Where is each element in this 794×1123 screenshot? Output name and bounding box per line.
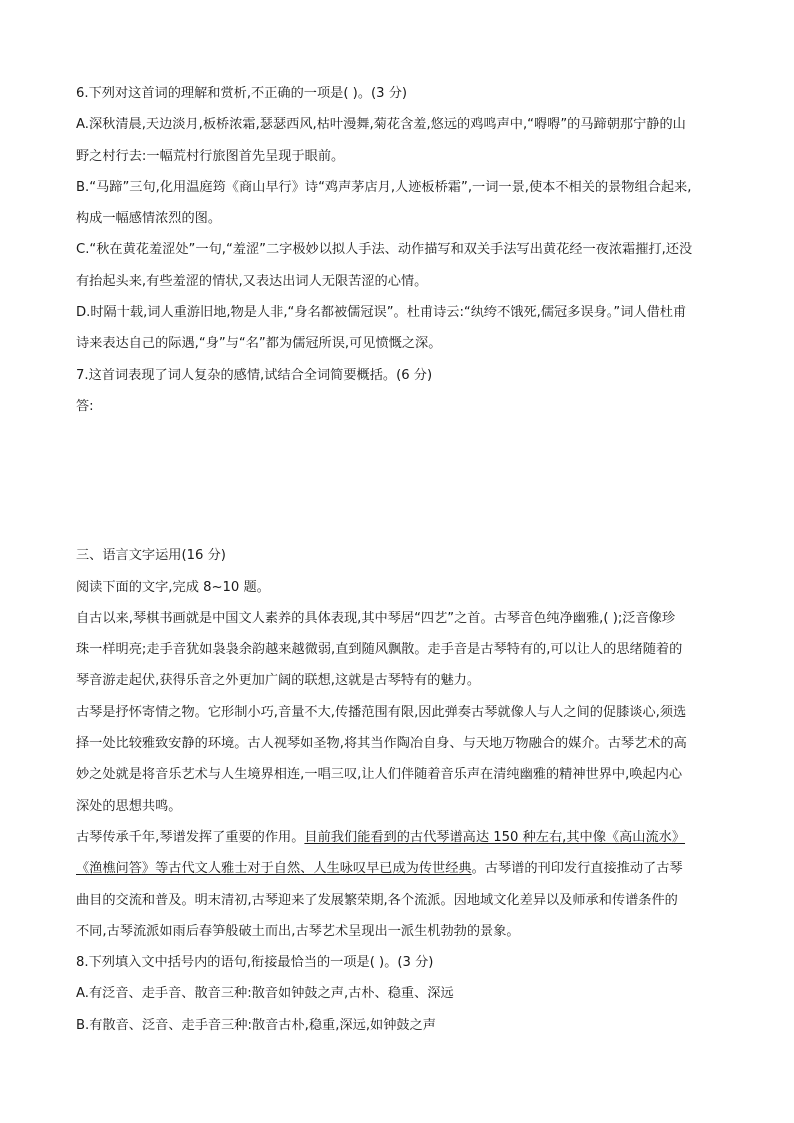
q6-option-a-line1: A.深秋清晨,天边淡月,板桥浓霜,瑟瑟西风,枯叶漫舞,菊花含羞,悠远的鸡鸣声中,“嘚嘚”的马蹄朝那宁静的山 bbox=[76, 117, 686, 133]
q6-option-b-line2: 构成一幅感情浓烈的图。 bbox=[76, 211, 222, 227]
passage-p3-line4: 不同,古琴流派如雨后春笋般破土而出,古琴艺术呈现出一派生机勃勃的景象。 bbox=[76, 923, 520, 939]
passage-p1-line3: 琴音游走起伏,获得乐音之外更加广阔的联想,这就是古琴特有的魅力。 bbox=[76, 673, 481, 689]
section-3-intro: 阅读下面的文字,完成 8~10 题。 bbox=[76, 579, 270, 595]
q6-option-c-line2: 有抬起头来,有些羞涩的情状,又表达出词人无限苦涩的心情。 bbox=[76, 273, 428, 289]
section-3-heading: 三、语言文字运用(16 分) bbox=[76, 548, 226, 564]
q6-option-d-line1: D.时隔十载,词人重游旧地,物是人非,“身名都被儒冠误”。杜甫诗云:“纨绔不饿死,儒冠多误身。”词人借杜甫 bbox=[76, 305, 687, 321]
answer-space bbox=[76, 422, 720, 540]
q6-stem: 6.下列对这首词的理解和赏析,不正确的一项是( )。(3 分) bbox=[76, 86, 408, 101]
q7-stem: 7.这首词表现了词人复杂的感情,试结合全词简要概括。(6 分) bbox=[76, 367, 433, 383]
passage-p3-line3: 曲目的交流和普及。明末清初,古琴迎来了发展繁荣期,各个流派。因地域文化差异以及师承和传谱条件的 bbox=[76, 892, 678, 908]
passage-p1-line2: 珠一样明亮;走手音犹如袅袅余韵越来越微弱,直到随风飘散。走手音是古琴特有的,可以让人的思绪随着的 bbox=[76, 642, 683, 658]
passage-p2-line1: 古琴是抒怀寄情之物。它形制小巧,音量不大,传播范围有限,因此弹奏古琴就像人与人之间的促膝谈心,须选 bbox=[76, 704, 687, 720]
q8-stem: 8.下列填入文中括号内的语句,衔接最恰当的一项是( )。(3 分) bbox=[76, 955, 434, 971]
passage-p3-line1 bbox=[76, 822, 720, 853]
q6-option-a-line2: 野之村行去:一幅荒村行旅图首先呈现于眼前。 bbox=[76, 148, 345, 164]
passage-p2-line4: 深处的思想共鸣。 bbox=[76, 798, 182, 814]
passage-p2-line2: 择一处比较雅致安静的环境。古人视琴如圣物,将其当作陶冶自身、与天地万物融合的媒介。古琴艺术的高 bbox=[76, 736, 687, 752]
q8-option-a: A.有泛音、走手音、散音三种:散音如钟鼓之声,古朴、稳重、深远 bbox=[76, 986, 454, 1002]
underlined-sentence-part2: 《渔樵问答》等古代文人雅士对于自然、人生咏叹早已成为传世经典 bbox=[76, 861, 472, 877]
passage-p3-line2 bbox=[76, 853, 720, 884]
passage-p1-line1: 自古以来,琴棋书画就是中国文人素养的具体表现,其中琴居“四艺”之首。古琴音色纯净幽雅,( );泛音像珍 bbox=[76, 610, 676, 626]
passage-p3-plain-end: 。古琴谱的刊印发行直接推动了古琴 bbox=[471, 861, 683, 877]
exam-page bbox=[76, 78, 720, 1041]
passage-p2-line3: 妙之处就是将音乐艺术与人生境界相连,一唱三叹,让人们伴随着音乐声在清纯幽雅的精神世界中,唤起内心 bbox=[76, 767, 683, 783]
q6-option-d-line2: 诗来表达自己的际遇,“身”与“名”都为儒冠所误,可见愤慨之深。 bbox=[76, 336, 442, 352]
q6-option-c-line1: C.“秋在黄花羞涩处”一句,“羞涩”二字极妙以拟人手法、动作描写和双关手法写出黄花经一夜浓霜摧打,还没 bbox=[76, 242, 693, 258]
q7-answer-label: 答: bbox=[76, 398, 94, 414]
passage-p3-plain-start: 古琴传承千年,琴谱发挥了重要的作用。 bbox=[76, 829, 305, 845]
underlined-sentence-part1: 目前我们能看到的古代琴谱高达 150 种左右,其中像《高山流水》 bbox=[304, 829, 686, 845]
q6-option-b-line1: B.“马蹄”三句,化用温庭筠《商山早行》诗“鸡声茅店月,人迹板桥霜”,一词一景,使本不相关的景物组合起来, bbox=[76, 179, 692, 195]
q8-option-b: B.有散音、泛音、走手音三种:散音古朴,稳重,深远,如钟鼓之声 bbox=[76, 1017, 436, 1033]
